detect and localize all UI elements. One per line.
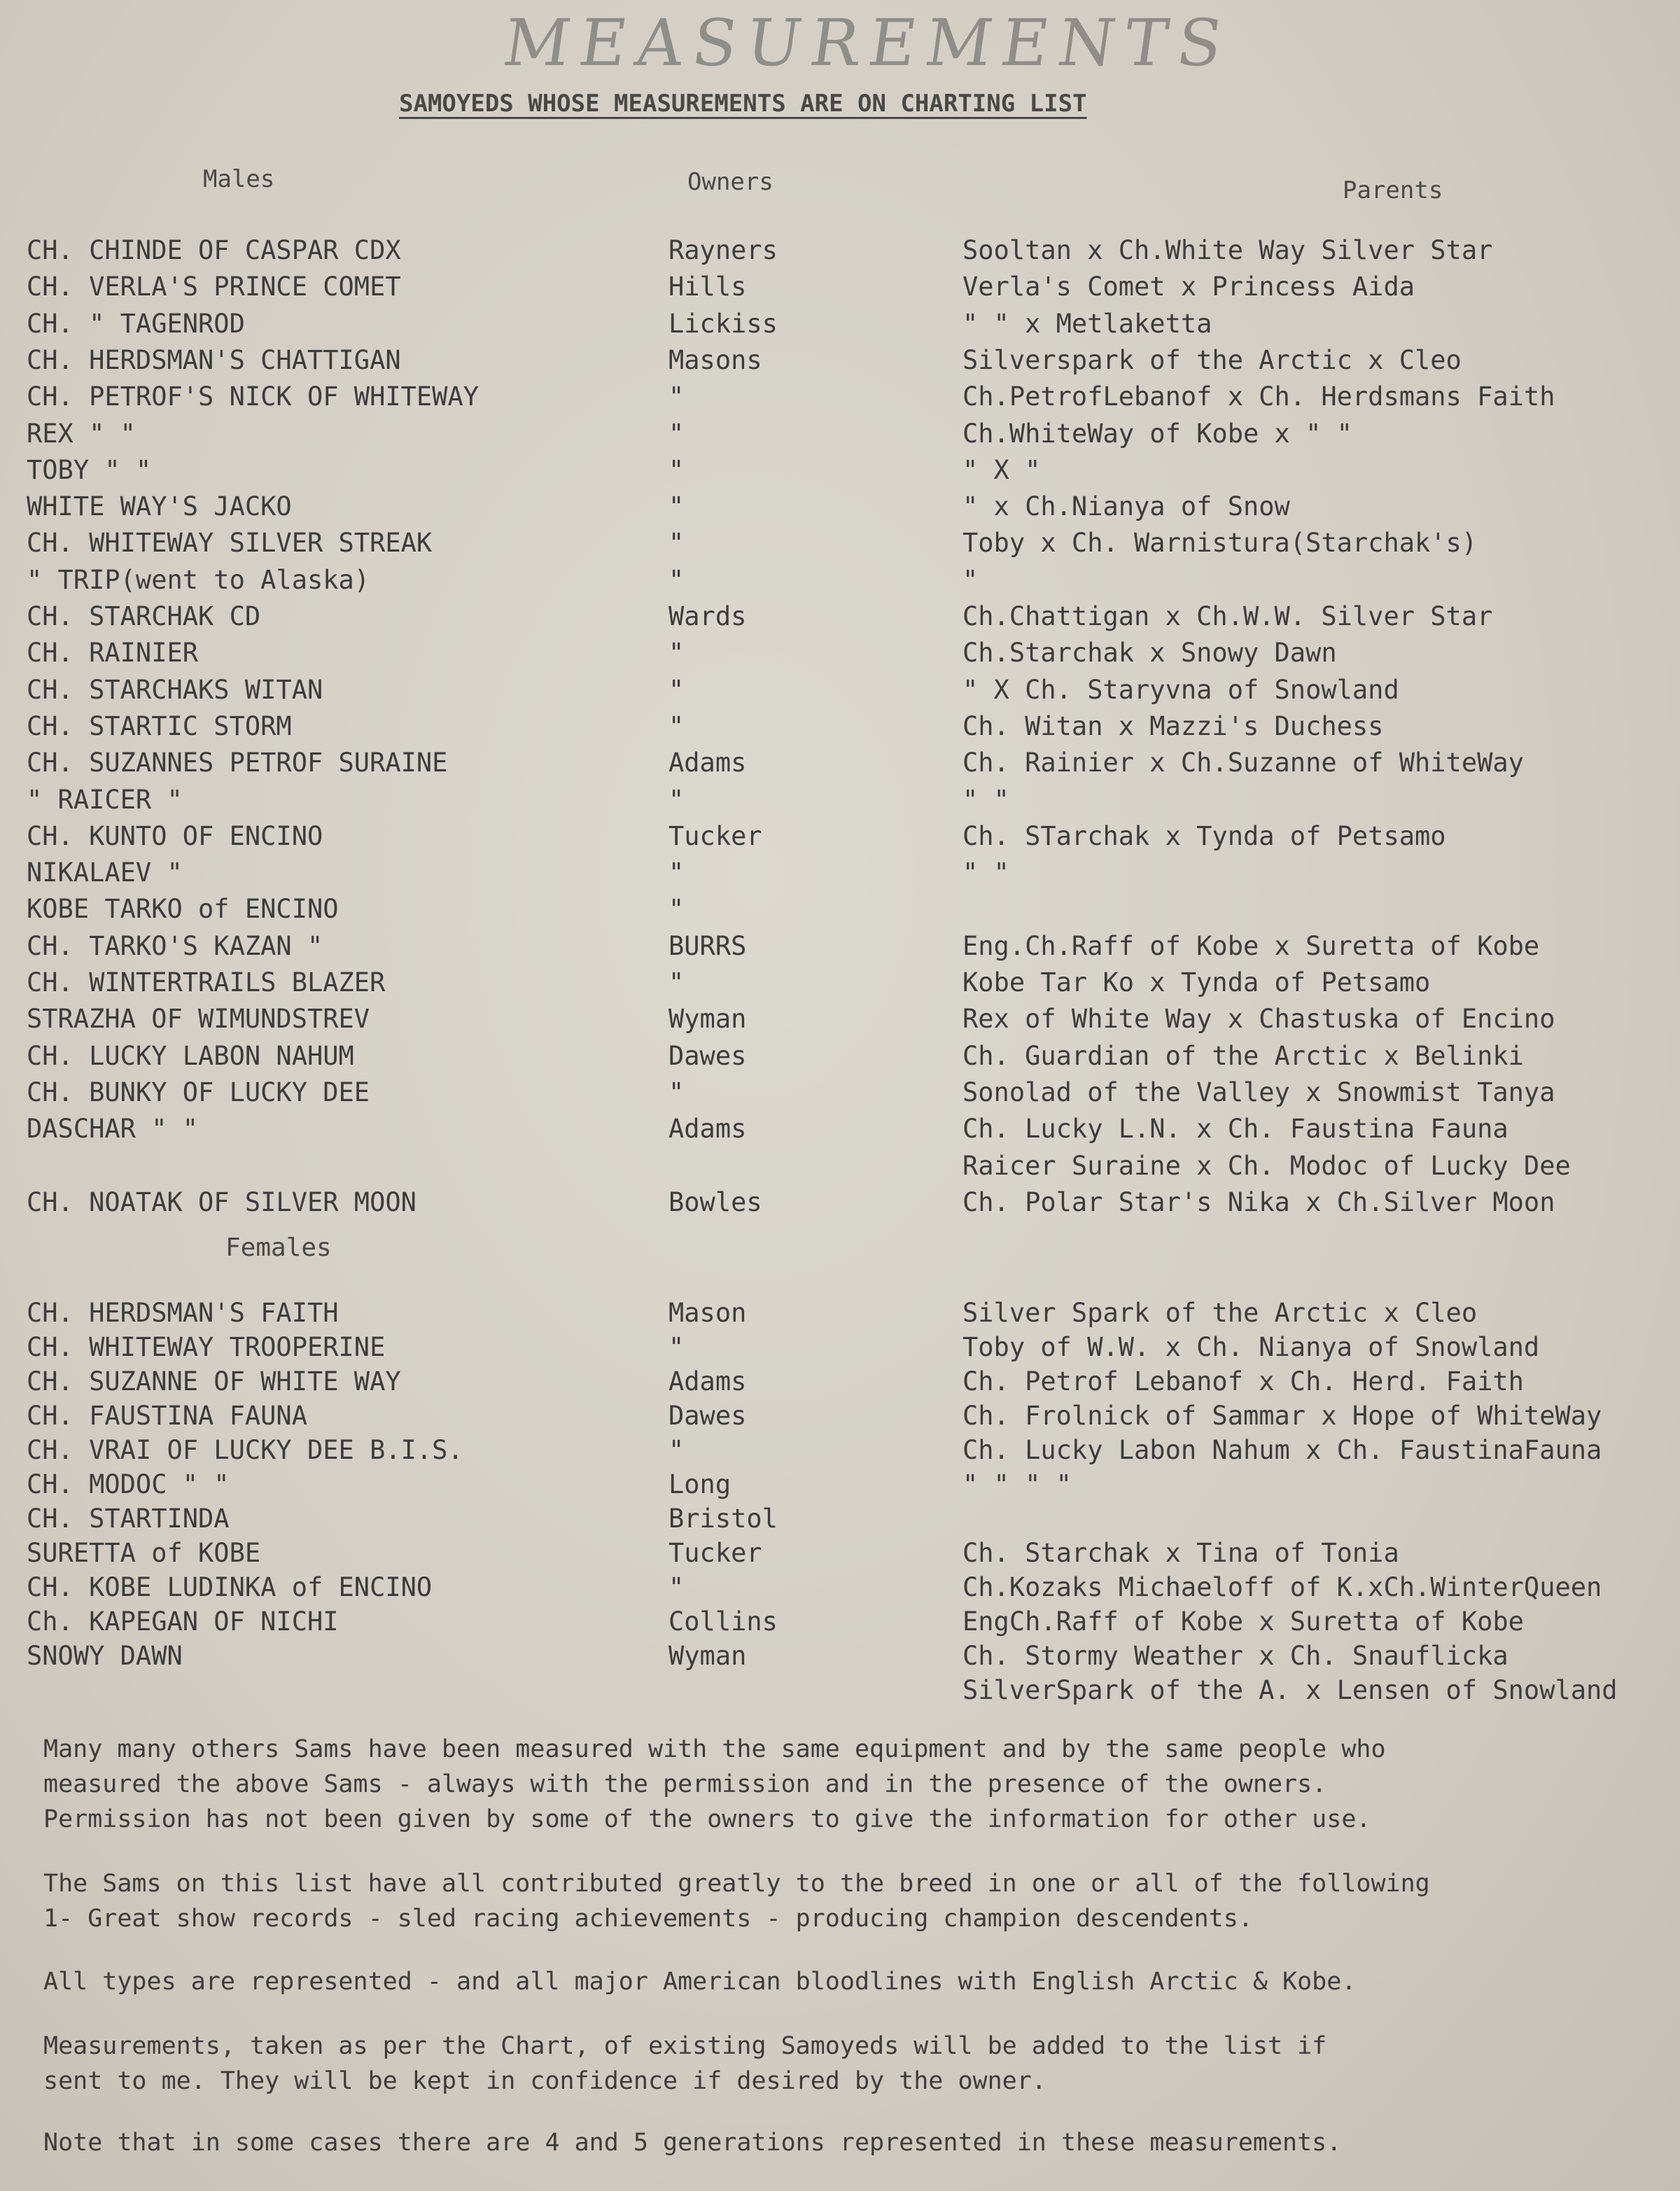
owner-name: Long xyxy=(668,1469,732,1499)
owner-name: Wards xyxy=(668,601,747,631)
table-row xyxy=(0,235,1680,270)
page-title: SAMOYEDS WHOSE MEASUREMENTS ARE ON CHARTING LIST xyxy=(399,90,1087,118)
parents-cell: Ch. Lucky Labon Nahum x Ch. FaustinaFauna xyxy=(962,1435,1602,1465)
males-column-header: Males xyxy=(203,165,275,193)
table-row xyxy=(0,601,1680,636)
table-row xyxy=(0,1401,1680,1436)
owner-name: Collins xyxy=(668,1606,778,1637)
dog-name: CH. STARTINDA xyxy=(27,1504,230,1534)
table-row xyxy=(0,675,1680,710)
table-row xyxy=(0,1004,1680,1039)
dog-name: CH. BUNKY OF LUCKY DEE xyxy=(27,1077,370,1107)
parents-cell: Silverspark of the Arctic x Cleo xyxy=(962,344,1462,375)
parents-cell: Toby of W.W. x Ch. Nianya of Snowland xyxy=(962,1332,1540,1362)
dog-name: CH. HERDSMAN'S CHATTIGAN xyxy=(27,344,401,375)
table-row xyxy=(0,1366,1680,1401)
note-line: measured the above Sams - always with the permission and in the presence of the owners. xyxy=(43,1770,1327,1798)
parents-cell: " X " xyxy=(962,454,1041,485)
table-row xyxy=(0,711,1680,746)
parents-cell: Ch. Frolnick of Sammar x Hope of WhiteWay xyxy=(962,1401,1602,1431)
dog-name: CH. RAINIER xyxy=(27,638,199,668)
dog-name: CH. FAUSTINA FAUNA xyxy=(27,1401,307,1431)
parents-cell: " " x Metlaketta xyxy=(962,308,1212,339)
table-row xyxy=(0,1298,1680,1333)
table-row xyxy=(0,491,1680,526)
dog-name: CH. WHITEWAY TROOPERINE xyxy=(27,1332,386,1362)
note-paragraph-5 xyxy=(43,2125,1667,2160)
table-row xyxy=(0,382,1680,416)
dog-name: CH. MODOC " " xyxy=(27,1469,230,1499)
owner-name: " xyxy=(668,528,685,559)
owner-name: Hills xyxy=(668,272,747,302)
dog-name: Ch. KAPEGAN OF NICHI xyxy=(27,1606,339,1637)
dog-name: CH. HERDSMAN'S FAITH xyxy=(27,1298,339,1328)
parents-cell: Toby x Ch. Warnistura(Starchak's) xyxy=(962,528,1478,559)
note-line: Many many others Sams have been measured with the same equipment and by the same people who xyxy=(43,1735,1386,1763)
parents-cell: Rex of White Way x Chastuska of Encino xyxy=(962,1004,1555,1035)
owner-name: Wyman xyxy=(668,1004,747,1035)
owner-name: " xyxy=(668,418,685,449)
parents-cell: Ch. Guardian of the Arctic x Belinki xyxy=(962,1040,1524,1071)
owner-name: Masons xyxy=(668,344,762,375)
table-row xyxy=(0,1606,1680,1642)
parents-cell: Ch. Rainier x Ch.Suzanne of WhiteWay xyxy=(962,748,1524,778)
table-row xyxy=(0,638,1680,673)
dog-name: CH. WHITEWAY SILVER STREAK xyxy=(27,528,433,559)
owner-name: " xyxy=(668,1572,685,1602)
owner-name: " xyxy=(668,564,685,595)
table-row xyxy=(0,272,1680,307)
parents-cell: " X Ch. Staryvna of Snowland xyxy=(962,674,1399,705)
parents-cell: Ch. Starchak x Tina of Tonia xyxy=(962,1538,1399,1568)
owner-name: Wyman xyxy=(668,1641,747,1671)
owners-column-header: Owners xyxy=(687,168,774,196)
owner-name: " xyxy=(668,491,685,522)
table-row xyxy=(0,1077,1680,1112)
parents-cell: Raicer Suraine x Ch. Modoc of Lucky Dee xyxy=(962,1150,1571,1181)
dog-name: STRAZHA OF WIMUNDSTREV xyxy=(27,1004,370,1035)
parents-cell: Ch.Kozaks Michaeloff of K.xCh.WinterQueen xyxy=(962,1572,1602,1602)
owner-name: Bristol xyxy=(668,1504,778,1534)
owner-name: " xyxy=(668,784,685,815)
table-row xyxy=(0,1332,1680,1367)
owner-name: " xyxy=(668,382,685,412)
table-row xyxy=(0,419,1680,454)
owner-name: Dawes xyxy=(668,1401,747,1431)
note-line: The Sams on this list have all contributed greatly to the breed in one or all of the following xyxy=(43,1870,1430,1898)
parents-cell: Ch. Petrof Lebanof x Ch. Herd. Faith xyxy=(962,1366,1524,1396)
owner-name: Lickiss xyxy=(668,308,778,339)
parents-cell: Silver Spark of the Arctic x Cleo xyxy=(962,1298,1478,1328)
owner-name: Adams xyxy=(668,1114,747,1144)
note-line: All types are represented - and all major American bloodlines with English Arctic & Kobe. xyxy=(43,1968,1357,1996)
table-row xyxy=(0,455,1680,490)
owner-name: " xyxy=(668,967,685,997)
note-paragraph-2 xyxy=(43,1866,1667,1936)
parents-cell: Ch. Stormy Weather x Ch. Snauflicka xyxy=(962,1641,1508,1671)
parents-cell: " " " " xyxy=(962,1469,1072,1499)
table-row xyxy=(0,1187,1680,1222)
table-row xyxy=(0,565,1680,600)
table-row xyxy=(0,1538,1680,1573)
parents-cell: Sonolad of the Valley x Snowmist Tanya xyxy=(962,1077,1555,1107)
table-row xyxy=(0,1151,1680,1186)
table-row xyxy=(0,1469,1680,1504)
owner-name: " xyxy=(668,1332,685,1362)
parents-column-header: Parents xyxy=(1343,176,1443,204)
owner-name: " xyxy=(668,710,685,741)
parents-cell: " " xyxy=(962,858,1009,888)
dog-name: CH. KOBE LUDINKA of ENCINO xyxy=(27,1572,433,1602)
parents-cell: Ch.PetrofLebanof x Ch. Herdsmans Faith xyxy=(962,382,1555,412)
dog-name: CH. VERLA'S PRINCE COMET xyxy=(27,272,401,302)
dog-name: SNOWY DAWN xyxy=(27,1641,183,1671)
note-line: sent to me. They will be kept in confidence if desired by the owner. xyxy=(43,2067,1046,2095)
parents-cell: " x Ch.Nianya of Snow xyxy=(962,491,1290,522)
owner-name: " xyxy=(668,894,685,925)
dog-name: CH. SUZANNE OF WHITE WAY xyxy=(27,1366,401,1396)
parents-cell: Ch. STarchak x Tynda of Petsamo xyxy=(962,820,1446,851)
table-row xyxy=(0,1114,1680,1149)
dog-name: CH. SUZANNES PETROF SURAINE xyxy=(27,748,448,778)
dog-name: CH. TARKO'S KAZAN " xyxy=(27,930,323,961)
dog-name: WHITE WAY'S JACKO xyxy=(27,491,292,522)
note-line: Measurements, taken as per the Chart, of existing Samoyeds will be added to the list if xyxy=(43,2032,1327,2060)
table-row xyxy=(0,309,1680,344)
dog-name: CH. PETROF'S NICK OF WHITEWAY xyxy=(27,382,479,412)
parents-cell: Ch.WhiteWay of Kobe x " " xyxy=(962,418,1352,449)
dog-name: SURETTA of KOBE xyxy=(27,1538,261,1568)
table-row xyxy=(0,528,1680,563)
dog-name: " TRIP(went to Alaska) xyxy=(27,564,370,595)
dog-name: CH. STARCHAK CD xyxy=(27,601,261,631)
parents-cell: Sooltan x Ch.White Way Silver Star xyxy=(962,235,1493,265)
owner-name: Mason xyxy=(668,1298,747,1328)
table-row xyxy=(0,1435,1680,1470)
table-row xyxy=(0,1041,1680,1076)
table-row xyxy=(0,1641,1680,1676)
note-line: Note that in some cases there are 4 and 5 generations represented in these measurements. xyxy=(43,2129,1342,2157)
note-paragraph-4 xyxy=(43,2029,1667,2099)
note-line: Permission has not been given by some of the owners to give the information for other use. xyxy=(43,1805,1371,1833)
parents-cell: EngCh.Raff of Kobe x Suretta of Kobe xyxy=(962,1606,1524,1637)
owner-name: Adams xyxy=(668,1366,747,1396)
dog-name: CH. CHINDE OF CASPAR CDX xyxy=(27,235,401,265)
owner-name: " xyxy=(668,674,685,705)
parents-cell: Ch. Lucky L.N. x Ch. Faustina Fauna xyxy=(962,1114,1508,1144)
owner-name: Dawes xyxy=(668,1040,747,1071)
parents-cell: Kobe Tar Ko x Tynda of Petsamo xyxy=(962,967,1431,997)
note-paragraph-3 xyxy=(43,1964,1667,1999)
parents-cell: " " xyxy=(962,784,1009,815)
table-row xyxy=(0,858,1680,892)
table-row xyxy=(0,894,1680,929)
parents-cell: Ch. Polar Star's Nika x Ch.Silver Moon xyxy=(962,1186,1555,1217)
parents-cell: Verla's Comet x Princess Aida xyxy=(962,272,1415,302)
table-row xyxy=(0,785,1680,820)
dog-name: TOBY " " xyxy=(27,454,152,485)
note-paragraph-1 xyxy=(43,1732,1667,1837)
table-row xyxy=(0,931,1680,966)
table-row xyxy=(0,345,1680,380)
parents-cell: SilverSpark of the A. x Lensen of Snowland xyxy=(962,1675,1618,1705)
dog-name: CH. LUCKY LABON NAHUM xyxy=(27,1040,354,1071)
dog-name: NIKALAEV " xyxy=(27,858,183,888)
females-section-header: Females xyxy=(225,1233,332,1262)
owner-name: Tucker xyxy=(668,820,762,851)
parents-cell: " xyxy=(962,564,979,595)
parents-cell: Ch. Witan x Mazzi's Duchess xyxy=(962,710,1384,741)
owner-name: BURRS xyxy=(668,930,747,961)
table-row xyxy=(0,1504,1680,1539)
owner-name: " xyxy=(668,638,685,668)
owner-name: Tucker xyxy=(668,1538,762,1568)
owner-name: " xyxy=(668,454,685,485)
dog-name: KOBE TARKO of ENCINO xyxy=(27,894,339,925)
owner-name: " xyxy=(668,1077,685,1107)
dog-name: CH. STARCHAKS WITAN xyxy=(27,674,323,705)
dog-name: CH. STARTIC STORM xyxy=(27,710,292,741)
owner-name: " xyxy=(668,1435,685,1465)
dog-name: CH. " TAGENROD xyxy=(27,308,245,339)
dog-name: " RAICER " xyxy=(27,784,183,815)
table-row xyxy=(0,967,1680,1002)
dog-name: DASCHAR " " xyxy=(27,1114,199,1144)
handwritten-heading: MEASUREMENTS xyxy=(498,6,1237,80)
table-row xyxy=(0,821,1680,856)
owner-name: Adams xyxy=(668,748,747,778)
owner-name: Rayners xyxy=(668,235,778,265)
table-row xyxy=(0,1572,1680,1607)
table-row xyxy=(0,748,1680,783)
dog-name: CH. WINTERTRAILS BLAZER xyxy=(27,967,386,997)
dog-name: CH. KUNTO OF ENCINO xyxy=(27,820,323,851)
dog-name: CH. NOATAK OF SILVER MOON xyxy=(27,1186,416,1217)
note-line: 1- Great show records - sled racing achievements - producing champion descendents. xyxy=(43,1905,1253,1933)
table-row xyxy=(0,1675,1680,1710)
dog-name: CH. VRAI OF LUCKY DEE B.I.S. xyxy=(27,1435,463,1465)
dog-name: REX " " xyxy=(27,418,136,449)
parents-cell: Ch.Starchak x Snowy Dawn xyxy=(962,638,1337,668)
parents-cell: Eng.Ch.Raff of Kobe x Suretta of Kobe xyxy=(962,930,1540,961)
parents-cell: Ch.Chattigan x Ch.W.W. Silver Star xyxy=(962,601,1493,631)
owner-name: " xyxy=(668,858,685,888)
owner-name: Bowles xyxy=(668,1186,762,1217)
